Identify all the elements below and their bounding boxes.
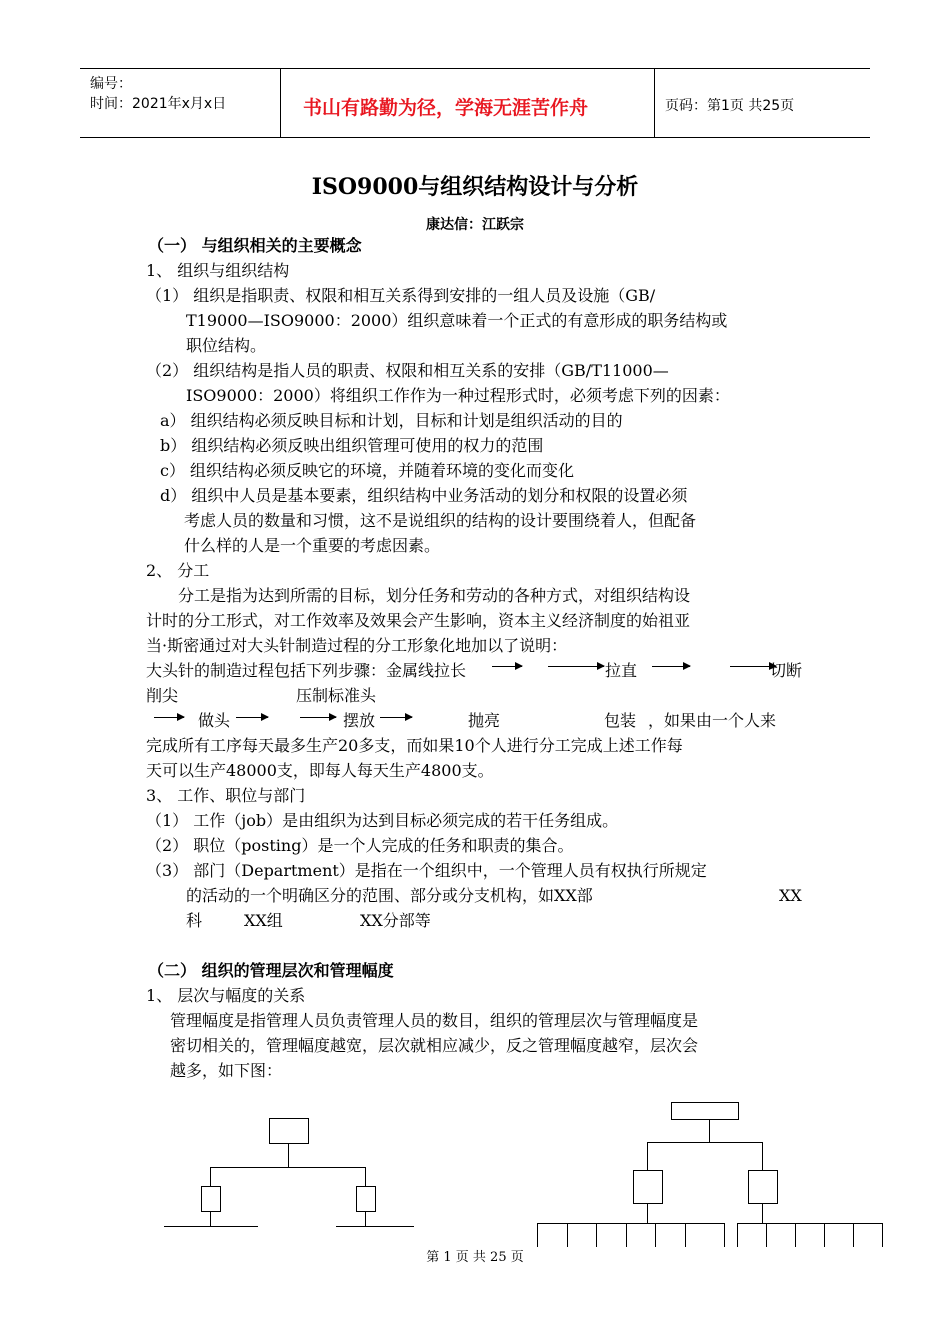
paragraph-line: XX组 <box>244 911 283 930</box>
page-footer: 第 1 页 共 25 页 <box>426 1250 524 1265</box>
process-arrow <box>236 717 268 718</box>
org-connector <box>824 1223 825 1247</box>
paragraph-line: 分工是指为达到所需的目标，划分任务和劳动的各种方式，对组织结构设 <box>178 586 691 605</box>
header-meta-cell <box>80 69 281 137</box>
org-connector <box>762 1142 763 1170</box>
pin-step-grind: 压制标准头 <box>296 686 377 705</box>
process-arrow <box>380 717 412 718</box>
org-connector <box>853 1223 854 1247</box>
org-box-top <box>269 1118 309 1144</box>
org-connector <box>626 1223 627 1247</box>
list-item: a） 组织结构必须反映目标和计划，目标和计划是组织活动的目的 <box>160 411 623 430</box>
list-item: （3） 部门（Department）是指在一个组织中，一个管理人员有权执行所规定 <box>146 861 707 880</box>
header-page-cell <box>655 69 870 137</box>
org-connector <box>882 1223 883 1247</box>
pin-step-head: 做头 <box>198 711 231 730</box>
org-connector <box>795 1223 796 1247</box>
paragraph-line: 科 <box>186 911 203 930</box>
paragraph-line: T19000—ISO9000：2000）组织意味着一个正式的有意形成的职务结构或 <box>186 311 728 330</box>
org-connector <box>537 1223 538 1247</box>
pin-step-cut: 切断 <box>770 661 803 680</box>
process-arrow <box>300 717 336 718</box>
org-connector <box>737 1223 738 1247</box>
org-connector <box>647 1203 648 1223</box>
org-connector <box>647 1142 648 1170</box>
subheading: 1、 层次与幅度的关系 <box>146 986 306 1005</box>
org-box-middle <box>356 1186 376 1212</box>
list-item: （2） 职位（posting）是一个人完成的任务和职责的集合。 <box>146 836 574 855</box>
paragraph-line: 完成所有工序每天最多生产20多支，而如果10个人进行分工完成上述工作每 <box>146 736 683 755</box>
org-connector <box>537 1223 725 1224</box>
header-time: 时间：2021年x月x日 <box>90 96 227 112</box>
org-connector <box>210 1167 211 1186</box>
org-box-top <box>671 1102 739 1120</box>
org-box-middle <box>633 1170 663 1204</box>
list-item: b） 组织结构必须反映出组织管理可使用的权力的范围 <box>160 436 544 455</box>
org-connector <box>709 1119 710 1142</box>
document-title: ISO9000与组织结构设计与分析 <box>311 174 639 200</box>
paragraph-line: 的活动的一个明确区分的范围、部分或分支机构，如XX部 <box>186 886 593 905</box>
process-arrow <box>154 717 184 718</box>
org-connector <box>724 1223 725 1247</box>
page-header <box>80 68 870 138</box>
org-connector <box>762 1203 763 1223</box>
paragraph-line: ISO9000：2000）将组织工作作为一种过程形式时，必须考虑下列的因素： <box>186 386 730 405</box>
pin-step-straighten: 拉直 <box>605 661 638 680</box>
paragraph-line: 考虑人员的数量和习惯，这不是说组织的结构的设计要围绕着人，但配备 <box>184 511 697 530</box>
paragraph-line: （1） 组织是指职责、权限和相互关系得到安排的一组人员及设施（GB/ <box>146 286 656 305</box>
org-connector <box>596 1223 597 1247</box>
section-heading-1: （一） 与组织相关的主要概念 <box>148 236 362 255</box>
paragraph-line: 职位结构。 <box>186 336 267 355</box>
org-connector <box>685 1223 686 1247</box>
header-motto: 书山有路勤为径，学海无涯苦作舟 <box>303 97 589 119</box>
pin-step-polish: 抛亮 <box>468 711 501 730</box>
paragraph-line: （2） 组织结构是指人员的职责、权限和相互关系的安排（GB/T11000— <box>146 361 669 380</box>
paragraph-line: 天可以生产48000支，即每人每天生产4800支。 <box>146 761 494 780</box>
org-connector <box>210 1211 211 1226</box>
list-item: （1） 工作（job）是由组织为达到目标必须完成的若干任务组成。 <box>146 811 619 830</box>
paragraph-line: 越多，如下图： <box>170 1061 283 1080</box>
paragraph-line: XX分部等 <box>360 911 431 930</box>
org-connector <box>766 1223 767 1247</box>
subheading: 1、 组织与组织结构 <box>146 261 290 280</box>
pin-process-tail: ，如果由一个人来 <box>648 711 777 730</box>
paragraph-line: 密切相关的，管理幅度越宽，层次就相应减少，反之管理幅度越窄，层次会 <box>170 1036 699 1055</box>
header-number: 编号： <box>90 76 132 92</box>
paragraph-line: 当·斯密通过对大头针制造过程的分工形象化地加以了说明： <box>146 636 568 655</box>
org-connector <box>647 1142 763 1143</box>
paragraph-line: 什么样的人是一个重要的考虑因素。 <box>184 536 441 555</box>
org-connector <box>288 1143 289 1168</box>
pin-step-sharpen: 削尖 <box>146 686 179 705</box>
pin-process-intro: 大头针的制造过程包括下列步骤：金属线拉长 <box>146 661 467 680</box>
pin-step-place: 摆放 <box>343 711 376 730</box>
section-heading-2: （二） 组织的管理层次和管理幅度 <box>148 961 394 980</box>
org-connector <box>210 1167 366 1168</box>
org-connector <box>365 1211 366 1226</box>
document-author: 康达信：江跃宗 <box>426 217 524 233</box>
paragraph-line: 管理幅度是指管理人员负责管理人员的数目，组织的管理层次与管理幅度是 <box>170 1011 699 1030</box>
process-arrow <box>652 666 690 667</box>
org-box-middle <box>201 1186 221 1212</box>
header-motto-cell <box>281 69 655 137</box>
paragraph-line: XX <box>779 886 802 905</box>
org-connector <box>655 1223 656 1247</box>
list-item: c） 组织结构必须反映它的环境，并随着环境的变化而变化 <box>160 461 575 480</box>
org-box-middle <box>748 1170 778 1204</box>
org-connector <box>567 1223 568 1247</box>
process-arrow <box>492 666 522 667</box>
process-arrow <box>548 666 604 667</box>
pin-step-pack: 包装 <box>604 711 637 730</box>
header-page-number: 页码：第1页 共25页 <box>665 98 795 114</box>
org-connector <box>336 1226 414 1227</box>
list-item: d） 组织中人员是基本要素，组织结构中业务活动的划分和权限的设置必须 <box>160 486 688 505</box>
subheading: 3、 工作、职位与部门 <box>146 786 306 805</box>
subheading: 2、 分工 <box>146 561 210 580</box>
org-connector <box>737 1223 883 1224</box>
org-connector <box>365 1167 366 1186</box>
org-connector <box>164 1226 258 1227</box>
paragraph-line: 计时的分工形式，对工作效率及效果会产生影响，资本主义经济制度的始祖亚 <box>146 611 691 630</box>
